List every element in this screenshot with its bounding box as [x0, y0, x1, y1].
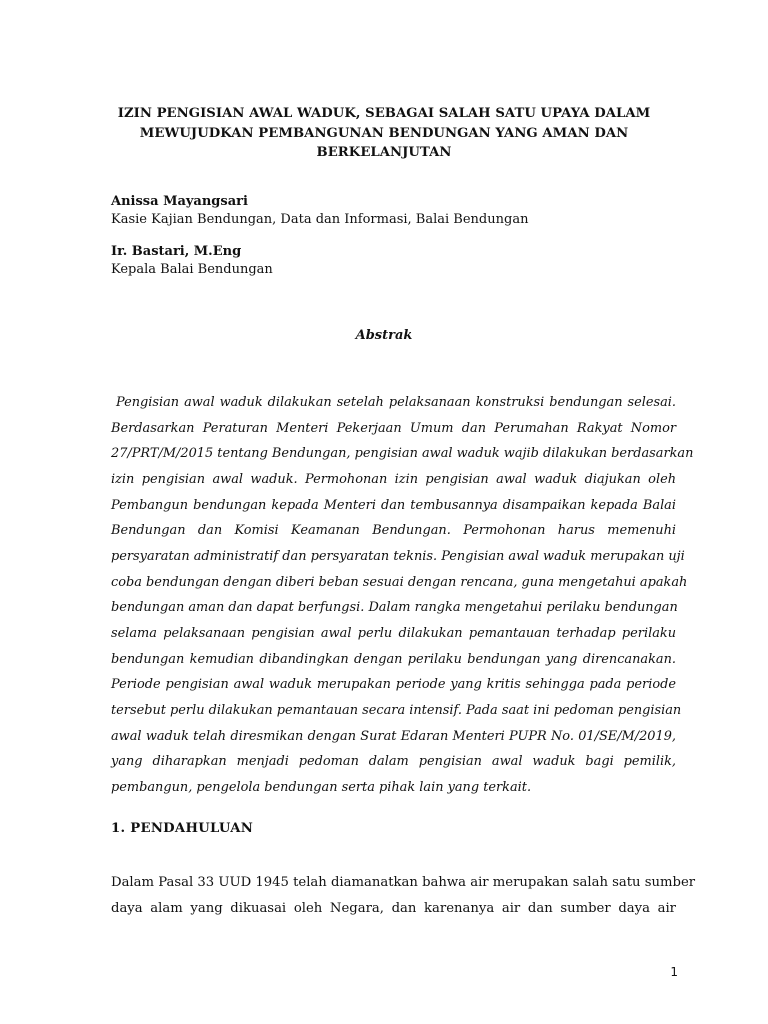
- abstract-line: selama pelaksanaan pengisian awal perlu dilakukan pemantauan terhadap perilaku: [111, 625, 676, 641]
- title-line: MEWUJUDKAN PEMBANGUNAN BENDUNGAN YANG AMAN DAN: [139, 125, 629, 141]
- abstract-line: 27/PRT/M/2015 tentang Bendungan, pengisian awal waduk wajib dilakukan berdasarkan: [111, 446, 694, 462]
- abstract-line: coba bendungan dengan diberi beban sesuai dengan rencana, guna mengetahui apakah: [111, 574, 688, 590]
- author-role: Kasie Kajian Bendungan, Data dan Informasi, Balai Bendungan: [111, 212, 529, 227]
- abstract-line: pembangun, pengelola bendungan serta pihak lain yang terkait.: [111, 779, 532, 795]
- abstract-line: Pembangun bendungan kepada Menteri dan tembusannya disampaikan kepada Balai: [111, 497, 676, 513]
- abstract-line: bendungan aman dan dapat berfungsi. Dalam rangka mengetahui perilaku bendungan: [111, 600, 678, 616]
- abstract-line: awal waduk telah diresmikan dengan Surat Edaran Menteri PUPR No. 01/SE/M/2019,: [111, 728, 676, 744]
- section-line: Dalam Pasal 33 UUD 1945 telah diamanatkan bahwa air merupakan salah satu sumber: [111, 875, 696, 890]
- abstract-line: Bendungan dan Komisi Keamanan Bendungan. Permohonan harus memenuhi: [111, 523, 676, 539]
- abstract-line: yang diharapkan menjadi pedoman dalam pengisian awal waduk bagi pemilik,: [111, 754, 676, 770]
- abstract-line: persyaratan administratif dan persyaratan teknis. Pengisian awal waduk merupakan uji: [111, 548, 685, 564]
- title-line: BERKELANJUTAN: [316, 145, 452, 160]
- abstract-line: tersebut perlu dilakukan pemantauan secara intensif. Pada saat ini pedoman pengisian: [111, 702, 682, 718]
- abstract-line: Pengisian awal waduk dilakukan setelah pelaksanaan konstruksi bendungan selesai.: [111, 395, 676, 410]
- author-name: Anissa Mayangsari: [111, 194, 248, 209]
- abstract-line: Berdasarkan Peraturan Menteri Pekerjaan Umum dan Perumahan Rakyat Nomor: [111, 420, 676, 436]
- section-heading: 1. PENDAHULUAN: [111, 821, 254, 836]
- page-number: 1: [670, 965, 678, 979]
- abstract-body: [111, 390, 694, 801]
- abstract-line: Periode pengisian awal waduk merupakan periode yang kritis sehingga pada periode: [111, 677, 676, 693]
- abstract-line: bendungan kemudian dibandingkan dengan perilaku bendungan yang direncanakan.: [111, 651, 676, 667]
- section-body: [111, 870, 696, 921]
- author-name: Ir. Bastari, M.Eng: [111, 244, 242, 259]
- section-line: daya alam yang dikuasai oleh Negara, dan karenanya air dan sumber daya air: [111, 900, 676, 916]
- abstract-heading: Abstrak: [355, 328, 413, 343]
- author-block: [111, 243, 273, 279]
- author-block: [111, 193, 528, 229]
- abstract-line: izin pengisian awal waduk. Permohonan izin pengisian awal waduk diajukan oleh: [111, 471, 676, 487]
- title-line: IZIN PENGISIAN AWAL WADUK, SEBAGAI SALAH SATU UPAYA DALAM: [117, 106, 651, 121]
- document-title: [96, 104, 672, 163]
- author-role: Kepala Balai Bendungan: [111, 262, 273, 277]
